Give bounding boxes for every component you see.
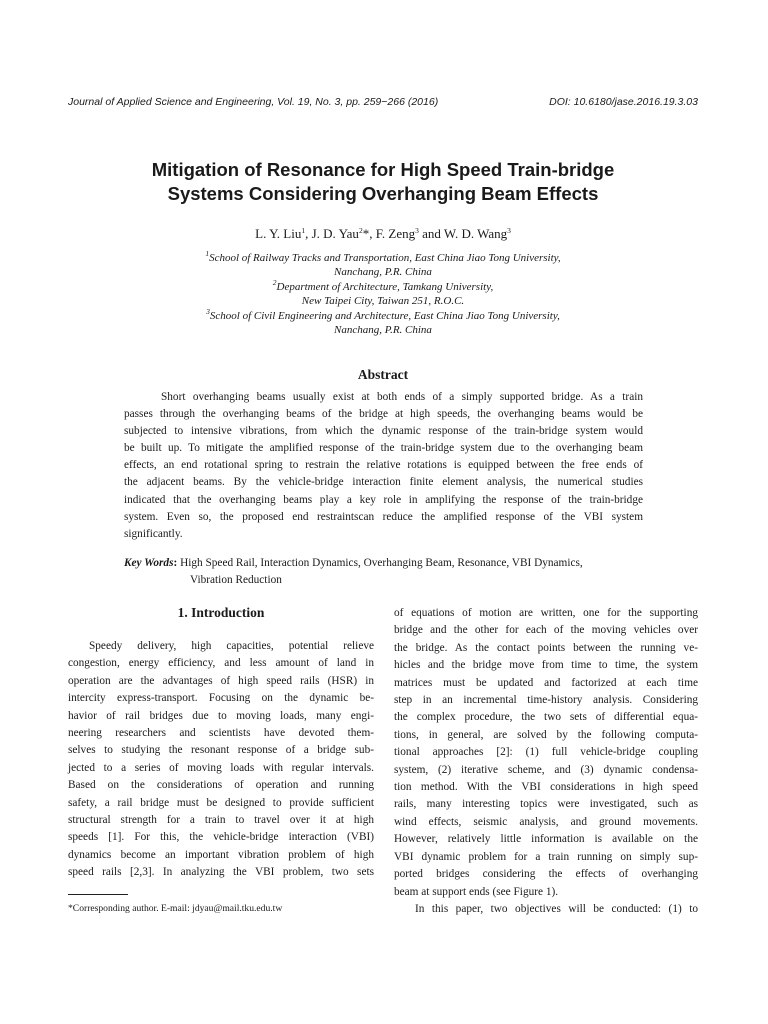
affiliation-marker: 3 bbox=[206, 306, 210, 316]
affiliation-line bbox=[68, 277, 698, 294]
journal-citation: Journal of Applied Science and Engineering, Vol. 19, No. 3, pp. 259−266 (2016) bbox=[68, 96, 439, 108]
body-line: jected to a series of moving loads with regular intervals. bbox=[68, 761, 374, 774]
abstract-line: effects, an end rotational spring to restrain the relative rotations is equipped between the free ends of bbox=[124, 459, 643, 472]
body-line: rails, many interesting topics were investigated, such as bbox=[394, 798, 698, 811]
body-line: wind effects, seismic analysis, and ground movements. bbox=[394, 815, 698, 828]
keywords-text: High Speed Rail, Interaction Dynamics, Overhanging Beam, Resonance, VBI Dynamics, bbox=[180, 557, 583, 569]
body-line: VBI dynamic problem for a train running on simply sup- bbox=[394, 850, 698, 863]
body-line: speed rails [2,3]. In analyzing the VBI problem, two sets bbox=[68, 866, 374, 879]
body-line: tional approaches [2]: (1) full vehicle-bridge coupling bbox=[394, 746, 698, 759]
body-line: the complex procedure, the two sets of differential equa- bbox=[394, 711, 698, 724]
body-line: bridge and the other for each of the moving vehicles over bbox=[394, 624, 698, 637]
affiliation-marker: 3 bbox=[415, 226, 419, 235]
affiliation-marker: 3 bbox=[507, 226, 511, 235]
body-line: structural strength for a train to travel over it at high bbox=[68, 814, 374, 827]
title-line: Systems Considering Overhanging Beam Effects bbox=[167, 183, 599, 204]
footnote-divider bbox=[68, 894, 128, 895]
body-line: tion method. With the VBI considerations in high speed bbox=[394, 781, 698, 794]
title-line: Mitigation of Resonance for High Speed Train-bridge bbox=[151, 159, 615, 180]
left-column bbox=[68, 638, 374, 882]
author-name: and W. D. Wang bbox=[418, 226, 508, 241]
affiliation-marker: 1 bbox=[205, 249, 210, 258]
body-line: congestion, energy efficiency, and less amount of land in bbox=[68, 657, 374, 670]
affiliations bbox=[68, 251, 698, 337]
body-line: the bridge. As the contact points between the running ve- bbox=[394, 641, 698, 654]
author-name: , F. Zeng bbox=[369, 226, 416, 241]
body-line: system, (2) iterative scheme, and (3) dynamic condensa- bbox=[394, 763, 698, 776]
author-name: L. Y. Liu bbox=[255, 226, 302, 241]
affiliation-line: Nanchang, P.R. China bbox=[334, 324, 432, 337]
corresponding-author-mark: * bbox=[362, 226, 370, 241]
abstract-line: Short overhanging beams usually exist at both ends of a simply supported bridge. As a train bbox=[161, 391, 643, 403]
keywords bbox=[124, 555, 643, 589]
body-line: Speedy delivery, high capacities, potential relieve bbox=[89, 640, 374, 652]
body-line: ported bridges considering the effects of overhanging bbox=[394, 868, 698, 881]
body-line: However, relatively little information is available on the bbox=[394, 833, 698, 846]
affiliation-line bbox=[68, 251, 698, 265]
abstract-line: significantly. bbox=[124, 527, 183, 540]
body-line: beam at support ends (see Figure 1). bbox=[394, 885, 559, 898]
affiliation-text: Department of Architecture, Tamkang University, bbox=[276, 280, 494, 293]
affiliation-marker: 2 bbox=[358, 226, 363, 235]
body-line: intercity express-transport. Focusing on the dynamic be- bbox=[68, 692, 374, 705]
abstract-line: be built up. To mitigate the amplified response of the train-bridge system due to the overhanging beam bbox=[124, 442, 643, 455]
right-column bbox=[394, 605, 698, 918]
paper-title bbox=[68, 158, 698, 206]
running-head bbox=[68, 96, 698, 110]
abstract-line: passes through the overhanging beams of the bridge at high speeds, the overhanging beams would be bbox=[124, 408, 643, 421]
affiliation-marker: 2 bbox=[272, 277, 277, 287]
body-line: tions, in general, are solved by the following computa- bbox=[394, 728, 698, 741]
abstract-line: indicated that the overhanging beams play a key role in amplifying the response of the train-bridge bbox=[124, 493, 643, 506]
affiliation-text: School of Railway Tracks and Transportation, East China Jiao Tong University, bbox=[209, 252, 561, 264]
abstract-line: system. Even so, the proposed end restraintscan reduce the amplified response of the VBI system bbox=[124, 510, 643, 523]
abstract-line: subjected to intensive vibrations, from which the dynamic response of the train-bridge system would bbox=[124, 425, 643, 438]
body-line: Based on the considerations of operation and running bbox=[68, 779, 374, 792]
body-line: matrices must be updated and factorized at each time bbox=[394, 676, 698, 689]
body-line: step in an incremental time-history analysis. Considering bbox=[394, 694, 698, 707]
affiliation-line: Nanchang, P.R. China bbox=[334, 266, 432, 279]
body-line: In this paper, two objectives will be conducted: (1) to bbox=[415, 902, 698, 915]
body-line: speeds [1]. For this, the vehicle-bridge interaction (VBI) bbox=[68, 831, 374, 844]
body-line: operation are the advantages of high speed rails (HSR) in bbox=[68, 674, 374, 687]
body-line: of equations of motion are written, one for the supporting bbox=[394, 607, 698, 619]
affiliation-line bbox=[68, 306, 698, 323]
body-line: safety, a rail bridge must be designed to provide sufficient bbox=[68, 796, 374, 809]
abstract-heading: Abstract bbox=[357, 367, 409, 382]
abstract-line: the adjacent beams. By the vehicle-bridge interaction finite element analysis, the numerical studies bbox=[124, 476, 643, 489]
abstract-body bbox=[124, 389, 643, 543]
keywords-line: Vibration Reduction bbox=[190, 574, 282, 587]
body-line: hicles and the bridge move from time to time, the system bbox=[394, 659, 698, 672]
keywords-line: Key Words: High Speed Rail, Interaction Dynamics, Overhanging Beam, Resonance, VBI Dynamics, bbox=[124, 557, 583, 569]
footnote: *Corresponding author. E-mail: jdyau@mail.tku.edu.tw bbox=[68, 903, 283, 914]
body-line: selves to studying the resonant response of a bridge sub- bbox=[68, 744, 374, 757]
body-line: neering researchers and scientists have devoted them- bbox=[68, 727, 374, 740]
author-list bbox=[68, 226, 698, 242]
body-line: havior of rail bridges due to moving loads, many engi- bbox=[68, 709, 374, 722]
keywords-label: Key Words bbox=[124, 557, 174, 569]
affiliation-line: New Taipei City, Taiwan 251, R.O.C. bbox=[301, 295, 465, 308]
author-name: , J. D. Yau bbox=[305, 226, 359, 241]
section-heading: 1. Introduction bbox=[177, 605, 265, 620]
doi: DOI: 10.6180/jase.2016.19.3.03 bbox=[549, 96, 698, 108]
body-line: dynamics become an important vibration problem of high bbox=[68, 848, 374, 861]
affiliation-marker: 1 bbox=[301, 226, 306, 235]
affiliation-text: School of Civil Engineering and Architecture, East China Jiao Tong University, bbox=[209, 309, 560, 322]
